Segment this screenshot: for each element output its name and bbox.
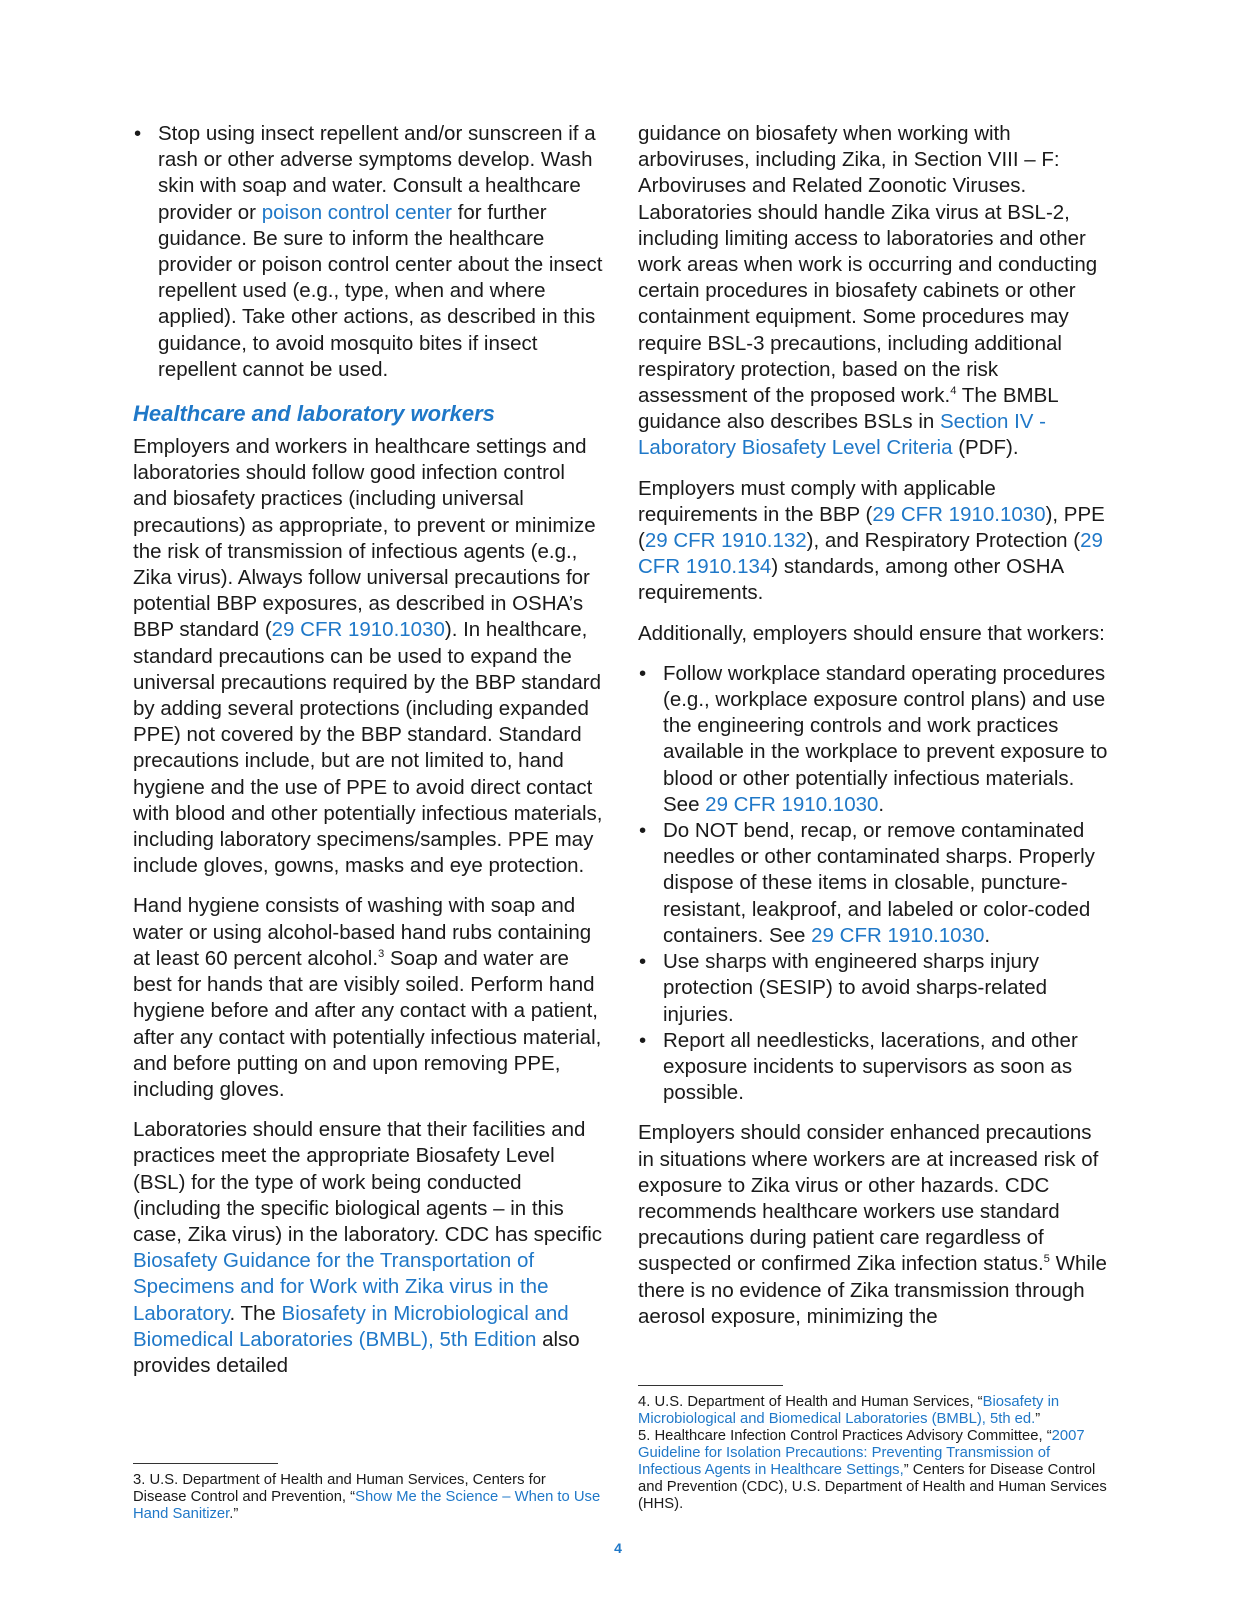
- footnote: 5. Healthcare Infection Control Practices Advisory Committee, “2007 Guideline for Isolation Precautions: Preventing Transmission of Infectious Agents in Healthcare Settings,” Centers for Disease Control and Prevention (CDC), U.S. Department of Health and Human Services (HHS).: [638, 1428, 1107, 1512]
- bullet-item: • Report all needlesticks, lacerations, and other exposure incidents to supervisors as soon as possible.: [638, 1028, 1113, 1107]
- paragraph: guidance on biosafety when working with arboviruses, including Zika, in Section VIII – F: Arboviruses and Related Zoonotic Viruses. Laboratories should handle Zika virus at BSL-2, including limiting access to laboratories and other work areas when work is occurring and conducting certain procedures in biosafety cabinets or other containment equipment. Some procedures may require BSL-3 precautions, including additional respiratory protection, based on the risk assessment of the proposed work.$^4$ The BMBL guidance also describes BSLs in Section IV - Laboratory Biosafety Level Criteria (PDF).: [638, 122, 1098, 460]
- bullet-list-left: [133, 121, 603, 383]
- biosafety-guidance-link[interactable]: Biosafety Guidance for the Transportation of Specimens and for Work with Zika virus in the Laboratory: [133, 1249, 549, 1325]
- cfr-1910-1030-link[interactable]: 29 CFR 1910.1030: [811, 923, 985, 947]
- bullet-item: • Follow workplace standard operating procedures (e.g., workplace exposure control plans) and use the engineering controls and work practices available in the workplace to prevent exposure to blood or other potentially infectious materials. See 29 CFR 1910.1030.: [638, 661, 1113, 818]
- paragraph: Hand hygiene consists of washing with soap and water or using alcohol-based hand rubs containing at least 60 percent alcohol.$^3$ Soap and water are best for hands that are visibly soiled. Perform hand hygiene before and after any contact with a patient, after any contact with potentially infectious material, and before putting on and upon removing PPE, including gloves.: [133, 894, 602, 1101]
- bullet-item: • Do NOT bend, recap, or remove contaminated needles or other contaminated sharps. Properly dispose of these items in closable, puncture-resistant, leakproof, and labeled or color-coded containers. See 29 CFR 1910.1030.: [638, 818, 1113, 949]
- cfr-1910-1030-link[interactable]: 29 CFR 1910.1030: [872, 502, 1046, 526]
- cfr-1910-1030-link[interactable]: 29 CFR 1910.1030: [705, 792, 879, 816]
- paragraph: Employers must comply with applicable requirements in the BBP (29 CFR 1910.1030), PPE (29 CFR 1910.132), and Respiratory Protection (29 CFR 1910.134) standards, among other OSHA requirements.: [638, 476, 1105, 605]
- bmbl-link[interactable]: Biosafety in Microbiological and Biomedical Laboratories (BMBL), 5th Edition: [133, 1301, 569, 1351]
- footnote-divider: [133, 1463, 278, 1464]
- bullet-item: • Stop using insect repellent and/or sunscreen if a rash or other adverse symptoms develop. Wash skin with soap and water. Consult a healthcare provider or poison control center for further guidance. Be sure to inform the healthcare provider or poison control center about the insect repellent used (e.g., type, when and where applied). Take other actions, as described in this guidance, to avoid mosquito bites if insect repellent cannot be used.: [133, 121, 603, 383]
- footnotes-right: [638, 1385, 1113, 1513]
- footnote: 3. U.S. Department of Health and Human Services, Centers for Disease Control and Prevention, “Show Me the Science – When to Use Hand Sanitizer.”: [133, 1472, 601, 1522]
- footnote-ref: 4: [950, 385, 957, 398]
- paragraph: Additionally, employers should ensure that workers:: [638, 621, 1105, 645]
- paragraph: Employers and workers in healthcare settings and laboratories should follow good infection control and biosafety practices (including universal precautions) as appropriate, to prevent or minimize the risk of transmission of infectious agents (e.g., Zika virus). Always follow universal precautions for potential BBP exposures, as described in OSHA’s BBP standard (29 CFR 1910.1030). In healthcare, standard precautions can be used to expand the universal precautions required by the BBP standard by adding several protections (including expanded PPE) not covered by the BBP standard. Standard precautions include, but are not limited to, hand hygiene and the use of PPE to avoid direct contact with blood and other potentially infectious materials, including laboratory specimens/samples. PPE may include gloves, gowns, masks and eye protection.: [133, 435, 603, 878]
- show-me-the-science-link[interactable]: Show Me the Science – When to Use Hand Sanitizer: [133, 1489, 601, 1522]
- cfr-1910-132-link[interactable]: 29 CFR 1910.132: [644, 529, 807, 553]
- section-iv-link[interactable]: Section IV - Laboratory Biosafety Level Criteria: [638, 410, 1046, 460]
- poison-control-center-link[interactable]: poison control center: [261, 200, 452, 224]
- footnote-divider: [638, 1385, 783, 1386]
- left-column: [133, 121, 603, 1393]
- section-heading: Healthcare and laboratory workers: [133, 401, 495, 427]
- isolation-guideline-link[interactable]: 2007 Guideline for Isolation Precautions: Preventing Transmission of Infectious Agents in Healthcare Settings,: [638, 1428, 1085, 1478]
- bmbl-footnote-link[interactable]: Biosafety in Microbiological and Biomedical Laboratories (BMBL), 5th ed.: [638, 1394, 1060, 1427]
- paragraph: Laboratories should ensure that their facilities and practices meet the appropriate Biosafety Level (BSL) for the type of work being conducted (including the specific biological agents – in this case, Zika virus) in the laboratory. CDC has specific Biosafety Guidance for the Transportation of Specimens and for Work with Zika virus in the Laboratory. The Biosafety in Microbiological and Biomedical Laboratories (BMBL), 5th Edition also provides detailed: [133, 1118, 603, 1377]
- paragraph: Employers should consider enhanced precautions in situations where workers are at increased risk of exposure to Zika virus or other hazards. CDC recommends healthcare workers use standard precautions during patient care regardless of suspected or confirmed Zika infection status.$^5$ While there is no evidence of Zika transmission through aerosol exposure, minimizing the: [638, 1121, 1107, 1328]
- footnote-ref: 3: [378, 948, 385, 961]
- cfr-1910-134-link[interactable]: 29 CFR 1910.134: [638, 529, 1103, 579]
- bullet-list-right: [638, 661, 1113, 1106]
- footnotes-left: [133, 1463, 603, 1523]
- cfr-1910-1030-link[interactable]: 29 CFR 1910.1030: [271, 618, 445, 642]
- footnote: 4. U.S. Department of Health and Human Services, “Biosafety in Microbiological and Biomedical Laboratories (BMBL), 5th ed.”: [638, 1394, 1060, 1427]
- right-column: [638, 121, 1113, 1344]
- page-number: 4: [614, 1540, 622, 1556]
- bullet-item: • Use sharps with engineered sharps injury protection (SESIP) to avoid sharps-related injuries.: [638, 949, 1113, 1028]
- footnote-ref: 5: [1043, 1253, 1050, 1266]
